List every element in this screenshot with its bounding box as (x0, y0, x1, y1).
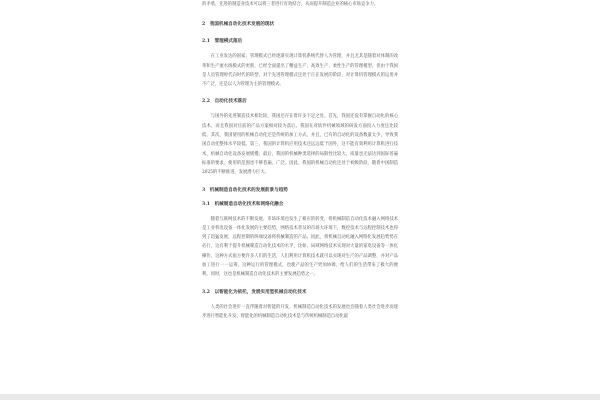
subsection-2-1-paragraph: 在工业发达的国家，管理模式已经逐渐实现计算机系统代替人为管理，并且尤其是随着对体制的改革和生产流水线模式的更新，已经全面提出了精益生产、高效生产、柔性生产的管理模型。但由于我国是人员管理时代向时代的转型，对于先进管理模式还处于正在发展的阶段，对计算机管理模式的运用并不广泛，还是以人为管理为主的管理模式。 (202, 54, 398, 88)
section-3-heading: 3 机械制造自动化技术的发展前景与趋势 (202, 187, 288, 193)
subsection-2-2-heading: 2.2 自动化技术落后 (202, 99, 247, 105)
subsection-3-1-paragraph: 随着互联网技术的不断发展，市场环境也发生了相应的转变，将机械制造自动化技术融入网络技术是工业机电设备一体化发展的主要趋势，网络技术普及的市场大环境下，数控技术与远程控制技术也得到了迅猛发展，远程控制的终端设备将机械制造的产品。因此，将机械自动化融入网络化发展趋势势在必行，这有利于提升机械制造自动化技术的水平，比如，局域网络技术实现对大量的家电设备等一体化操作，这种方式很方便许多人们的生活，人们利用计算机技术就可以实现对生产的产品调整，并对产品加工进行一一运筹，这种运行的管理模式，也使产品的生产更加协调，给人们的生活带来了极大的便利。同时，这也是机械制造自动化技术的主要发展趋势之一。 (202, 216, 398, 278)
spacer (202, 280, 398, 289)
subsection-3-1-heading: 3.1 机械制造自动化技术和网络化融合 (202, 201, 284, 207)
text-column (202, 0, 398, 321)
page-bottom-bar (0, 394, 600, 400)
intro-paragraph: 的矛盾。先进的制造业技术可以将三者进行有效结合，从而提升制造企业的核心市场竞争力。 (202, 2, 379, 7)
spacer (202, 89, 398, 98)
section-2-heading: 2 我国机械自动化技术发展的现状 (202, 22, 275, 28)
subsection-3-2-heading: 3.2 以智能化为依托，发展实用型机械自动化技术 (202, 289, 307, 295)
spacer (202, 178, 398, 187)
subsection-3-2-paragraph: 人类的社会进步一直伴随着对智能的开发。机械制造自动化技术的发展也会随着人类社会进步而逐步进行智能化开发，智能化的机械制造自动化技术是与传统机械制造自动化最 (202, 304, 398, 319)
spacer (202, 29, 398, 38)
subsection-2-2-paragraph: 与国外的先进制造技术相比较，我国还存在着许多不足之处。首先，我国还没有掌握自动化的核心技术，而且我国对目前的产品方案相对较为落后。我国在对软件机械领域的研发方面投入力度还比较低，其次，我国使用的机械自动化还是传统的加工方式，并且，已有的自动化的设备数量太少，导致我国自动化整体水平较低。第三，我国的计算机应用技术还远远低于国外，这不能有效利用计算机进行技术，机械自动化设备发展缓慢；最后，我国的机械种类选择的局限性比较大，质量也无法达到国际普遍标准的要求，使用的范围也不够普遍，广泛。因此，我国的机械自动化还处于初级阶段，随着中国制造2025的不断推进，发展潜力巨大。 (202, 114, 398, 176)
spacer (202, 9, 398, 21)
subsection-2-1-heading: 2.1 管理模式落后 (202, 39, 243, 45)
